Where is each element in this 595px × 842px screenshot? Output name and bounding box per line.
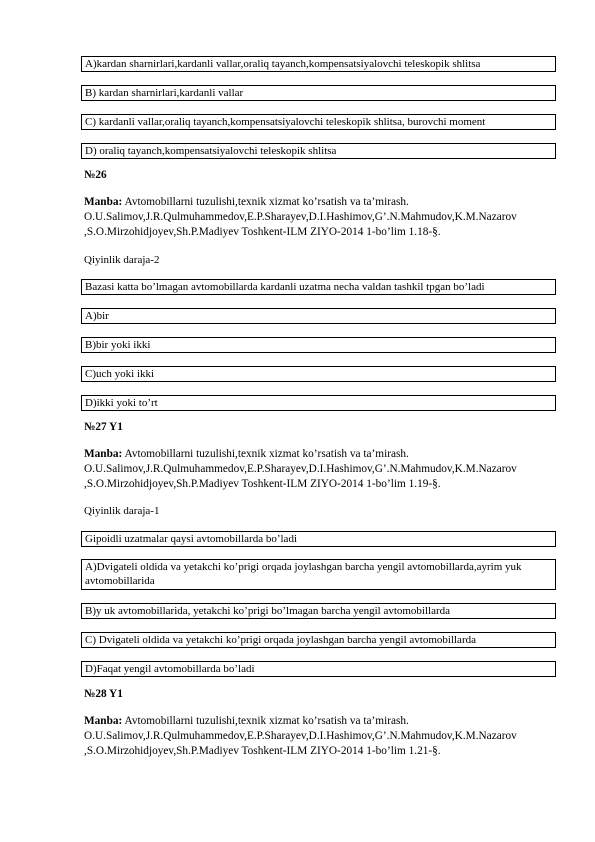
q28-source-text: Avtomobillarni tuzulishi,texnik xizmat ko’rsatish va ta’mirash. O.U.Salimov,J.R.Qulmuhammedov,E.P.Sharayev,D.I.Hashimov,G’.N.Mahmudov,K.M.Nazarov ,S.O.Mirzohidjoyev,Sh.P.Madiyev Toshkent-ILM ZIYO-2014 1-bo’lim 1.21-§. xyxy=(84,715,517,757)
q27-option-c: C) Dvigateli oldida va yetakchi ko’prigi orqada joylashgan barcha yengil avtomobillarda xyxy=(81,632,556,648)
q28-source xyxy=(84,714,560,759)
q26-option-c: C)uch yoki ikki xyxy=(81,366,556,382)
q25-option-c: C) kardanli vallar,oraliq tayanch,kompensatsiyalovchi teleskopik shlitsa, burovchi moment xyxy=(81,114,556,130)
q28-source-label: Manba: xyxy=(84,715,123,727)
q28-number: №28 Y1 xyxy=(84,688,123,700)
q27-question: Gipoidli uzatmalar qaysi avtomobillarda bo’ladi xyxy=(81,531,556,547)
q27-source-label: Manba: xyxy=(84,448,123,460)
q26-option-b: B)bir yoki ikki xyxy=(81,337,556,353)
q25-option-a: A)kardan sharnirlari,kardanli vallar,oraliq tayanch,kompensatsiyalovchi teleskopik shlitsa xyxy=(81,56,556,72)
q27-source-text: Avtomobillarni tuzulishi,texnik xizmat ko’rsatish va ta’mirash. O.U.Salimov,J.R.Qulmuhammedov,E.P.Sharayev,D.I.Hashimov,G’.N.Mahmudov,K.M.Nazarov ,S.O.Mirzohidjoyev,Sh.P.Madiyev Toshkent-ILM ZIYO-2014 1-bo’lim 1.19-§. xyxy=(84,448,517,490)
q27-source xyxy=(84,447,560,492)
q27-option-d: D)Faqat yengil avtomobillarda bo’ladi xyxy=(81,661,556,677)
q26-number: №26 xyxy=(84,169,107,181)
q26-source-label: Manba: xyxy=(84,196,123,208)
q26-difficulty-level: Qiyinlik daraja-2 xyxy=(84,254,160,266)
q27-option-a: A)Dvigateli oldida va yetakchi ko’prigi orqada joylashgan barcha yengil avtomobillarda,ayrim yuk avtomobillarida xyxy=(81,559,556,590)
q27-number: №27 Y1 xyxy=(84,421,123,433)
q26-source xyxy=(84,195,560,240)
q25-option-b: B) kardan sharnirlari,kardanli vallar xyxy=(81,85,556,101)
q26-question: Bazasi katta bo’lmagan avtomobillarda kardanli uzatma necha valdan tashkil tpgan bo’ladi xyxy=(81,279,556,295)
q27-difficulty-level: Qiyinlik daraja-1 xyxy=(84,505,160,517)
q26-option-a: A)bir xyxy=(81,308,556,324)
q26-option-d: D)ikki yoki to’rt xyxy=(81,395,556,411)
q25-option-d: D) oraliq tayanch,kompensatsiyalovchi teleskopik shlitsa xyxy=(81,143,556,159)
q26-source-text: Avtomobillarni tuzulishi,texnik xizmat ko’rsatish va ta’mirash. O.U.Salimov,J.R.Qulmuhammedov,E.P.Sharayev,D.I.Hashimov,G’.N.Mahmudov,K.M.Nazarov ,S.O.Mirzohidjoyev,Sh.P.Madiyev Toshkent-ILM ZIYO-2014 1-bo’lim 1.18-§. xyxy=(84,196,517,238)
q27-option-b: B)y uk avtomobillarida, yetakchi ko’prigi bo’lmagan barcha yengil avtomobillarda xyxy=(81,603,556,619)
